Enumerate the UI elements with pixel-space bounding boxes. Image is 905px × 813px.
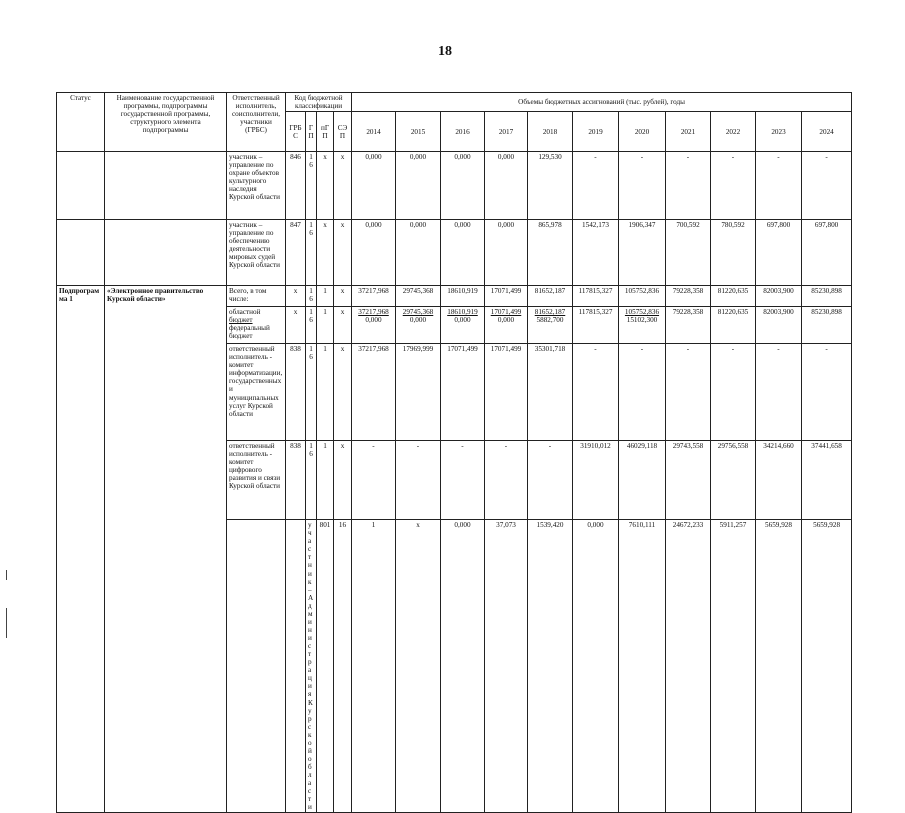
cell-value: - [485,441,528,520]
value-regional: 79228,358 [672,308,704,317]
value-regional: 82003,900 [763,308,794,317]
cell-value: - [711,344,756,441]
cell-executor: ответственный исполнитель - комитет информатизации, государственных и муниципальных услуг Курской области [227,344,286,441]
cell-sep: x [334,344,352,441]
cell-value: 29756,558 [711,441,756,520]
page-number: 18 [438,44,452,59]
cell-value: 780,592 [711,220,756,286]
cell-value: 17071,499 [441,344,485,441]
cell-value: 5659,928 [802,520,852,813]
cell-value: 697,800 [756,220,802,286]
cell-value [666,307,711,344]
scan-margin-mark [6,570,7,580]
cell-name [105,220,227,286]
header-year: 2021 [666,112,711,152]
cell-grbs: x [286,286,306,307]
cell-value: 0,000 [396,220,441,286]
header-year: 2020 [619,112,666,152]
cell-pgp: 1 [352,520,396,813]
cell-value: 85230,898 [802,286,852,307]
cell-value: 29745,368 [396,286,441,307]
header-year: 2019 [573,112,619,152]
cell-pgp: 1 [317,344,334,441]
executor-line: бюджет [229,316,253,325]
cell-sep: x [334,441,352,520]
cell-value: 46029,118 [619,441,666,520]
budget-table [56,92,852,813]
cell-value [528,307,573,344]
cell-sep: x [334,286,352,307]
cell-value: 5659,928 [756,520,802,813]
cell-value: - [756,152,802,220]
cell-value: 1539,420 [528,520,573,813]
executor-line: федеральный бюджет [229,324,270,341]
cell-value: 0,000 [441,520,485,813]
value-regional: 37217,968 [358,308,389,317]
header-executor: Ответственный исполнитель, соисполнители, участники (ГРБС) [227,93,286,152]
cell-value: 34214,660 [756,441,802,520]
cell-grbs: 838 [286,441,306,520]
cell-name [105,152,227,220]
value-regional: 105752,836 [624,308,660,317]
cell-status [57,152,105,220]
header-name: Наименование государственной программы, подпрограммы государственной программы, структурного элемента подпрограммы [105,93,227,152]
cell-value: 24672,233 [666,520,711,813]
header-year: 2018 [528,112,573,152]
cell-value: 5911,257 [711,520,756,813]
value-regional: 117815,327 [578,308,613,317]
cell-value: - [352,441,396,520]
cell-gp: 16 [306,307,317,344]
cell-value [441,307,485,344]
cell-status: Подпрограмма 1 [57,286,105,813]
cell-value: 17071,499 [485,286,528,307]
header-code: Код бюджетной классификации [286,93,352,112]
cell-value: - [619,344,666,441]
value-federal: 5882,700 [536,316,564,325]
cell-pgp: x [317,152,334,220]
cell-executor [227,307,286,344]
cell-pgp: 1 [317,286,334,307]
header-year: 2017 [485,112,528,152]
cell-value [485,307,528,344]
cell-value [711,307,756,344]
header-row-1 [57,93,852,112]
cell-value: - [619,152,666,220]
cell-value: 697,800 [802,220,852,286]
cell-value: - [756,344,802,441]
value-federal: 0,000 [409,316,427,325]
cell-grbs: 847 [286,220,306,286]
cell-value: 105752,836 [619,286,666,307]
executor-line: областной [229,308,261,317]
cell-value: 0,000 [441,220,485,286]
cell-value: 17969,999 [396,344,441,441]
cell-value: 700,592 [666,220,711,286]
cell-value: 37441,658 [802,441,852,520]
cell-value: 81652,187 [528,286,573,307]
cell-grbs: x [286,307,306,344]
header-gp: ГП [306,112,317,152]
cell-value: 117815,327 [573,286,619,307]
cell-value: 0,000 [573,520,619,813]
cell-sep: x [334,152,352,220]
cell-gp: 16 [306,441,317,520]
cell-value: 0,000 [352,152,396,220]
value-regional: 17071,499 [490,308,522,317]
header-volumes: Объемы бюджетных ассигнований (тыс. рублей), годы [352,93,852,112]
header-year: 2023 [756,112,802,152]
cell-status [227,520,286,813]
cell-value: 82003,900 [756,286,802,307]
cell-pgp: x [317,220,334,286]
header-status: Статус [57,93,105,152]
cell-value: - [441,441,485,520]
cell-value: 129,530 [528,152,573,220]
cell-value: 37217,968 [352,286,396,307]
cell-gp: 16 [306,286,317,307]
cell-value: - [802,344,852,441]
cell-executor: ответственный исполнитель - комитет цифрового развития и связи Курской области [227,441,286,520]
header-grbs: ГРБС [286,112,306,152]
header-year: 2016 [441,112,485,152]
value-federal: 15102,300 [626,316,658,325]
cell-executor: участник – управление по обеспечению деятельности мировых судей Курской области [227,220,286,286]
value-regional: 81652,187 [534,308,566,317]
cell-executor: участник – Администрация Курской области [306,520,317,813]
cell-value [802,307,852,344]
cell-value: 865,978 [528,220,573,286]
value-regional: 81220,635 [717,308,749,317]
table-row [57,152,852,220]
cell-value: - [666,344,711,441]
cell-grbs: 846 [286,152,306,220]
cell-value: - [573,344,619,441]
cell-gp: 16 [306,344,317,441]
cell-value: 79228,358 [666,286,711,307]
cell-value: - [711,152,756,220]
cell-value: - [573,152,619,220]
header-sep: СЭП [334,112,352,152]
header-year: 2015 [396,112,441,152]
cell-sep: x [334,220,352,286]
value-regional: 85230,898 [811,308,842,317]
header-year: 2022 [711,112,756,152]
cell-value: 0,000 [396,152,441,220]
cell-executor: Всего, в том числе: [227,286,286,307]
cell-sep: x [396,520,441,813]
cell-executor: участник – управление по охране объектов культурного наследия Курской области [227,152,286,220]
cell-status [57,220,105,286]
cell-value [573,307,619,344]
cell-value [756,307,802,344]
value-regional: 18610,919 [447,308,478,317]
cell-name: «Электронное правительство Курской области» [105,286,227,813]
cell-value: 7610,111 [619,520,666,813]
cell-value: 31910,012 [573,441,619,520]
cell-value: - [528,441,573,520]
cell-value: - [802,152,852,220]
header-year: 2024 [802,112,852,152]
cell-value [619,307,666,344]
cell-gp: 16 [306,152,317,220]
cell-gp: 16 [306,220,317,286]
header-pgp: пГП [317,112,334,152]
cell-value: - [666,152,711,220]
cell-value: 1542,173 [573,220,619,286]
cell-value: 17071,499 [485,344,528,441]
cell-value: 0,000 [485,152,528,220]
cell-pgp: 1 [317,307,334,344]
table-row [57,220,852,286]
cell-value: 0,000 [485,220,528,286]
value-federal: 0,000 [497,316,515,325]
cell-value [352,307,396,344]
cell-value: 0,000 [441,152,485,220]
cell-value: 37,073 [485,520,528,813]
cell-value: 1906,347 [619,220,666,286]
cell-grbs: 838 [286,344,306,441]
cell-gp: 16 [334,520,352,813]
cell-value: 18610,919 [441,286,485,307]
cell-sep: x [334,307,352,344]
cell-value: 37217,968 [352,344,396,441]
cell-value: 35301,718 [528,344,573,441]
cell-value: 29743,558 [666,441,711,520]
cell-pgp: 1 [317,441,334,520]
cell-value [396,307,441,344]
cell-name [286,520,306,813]
table-row [57,286,852,307]
value-federal: 0,000 [365,316,382,325]
cell-grbs: 801 [317,520,334,813]
cell-value: 0,000 [352,220,396,286]
cell-value: 81220,635 [711,286,756,307]
value-federal: 0,000 [454,316,471,325]
scan-margin-mark [6,608,7,638]
cell-value: - [396,441,441,520]
value-regional: 29745,368 [402,308,434,317]
header-year: 2014 [352,112,396,152]
